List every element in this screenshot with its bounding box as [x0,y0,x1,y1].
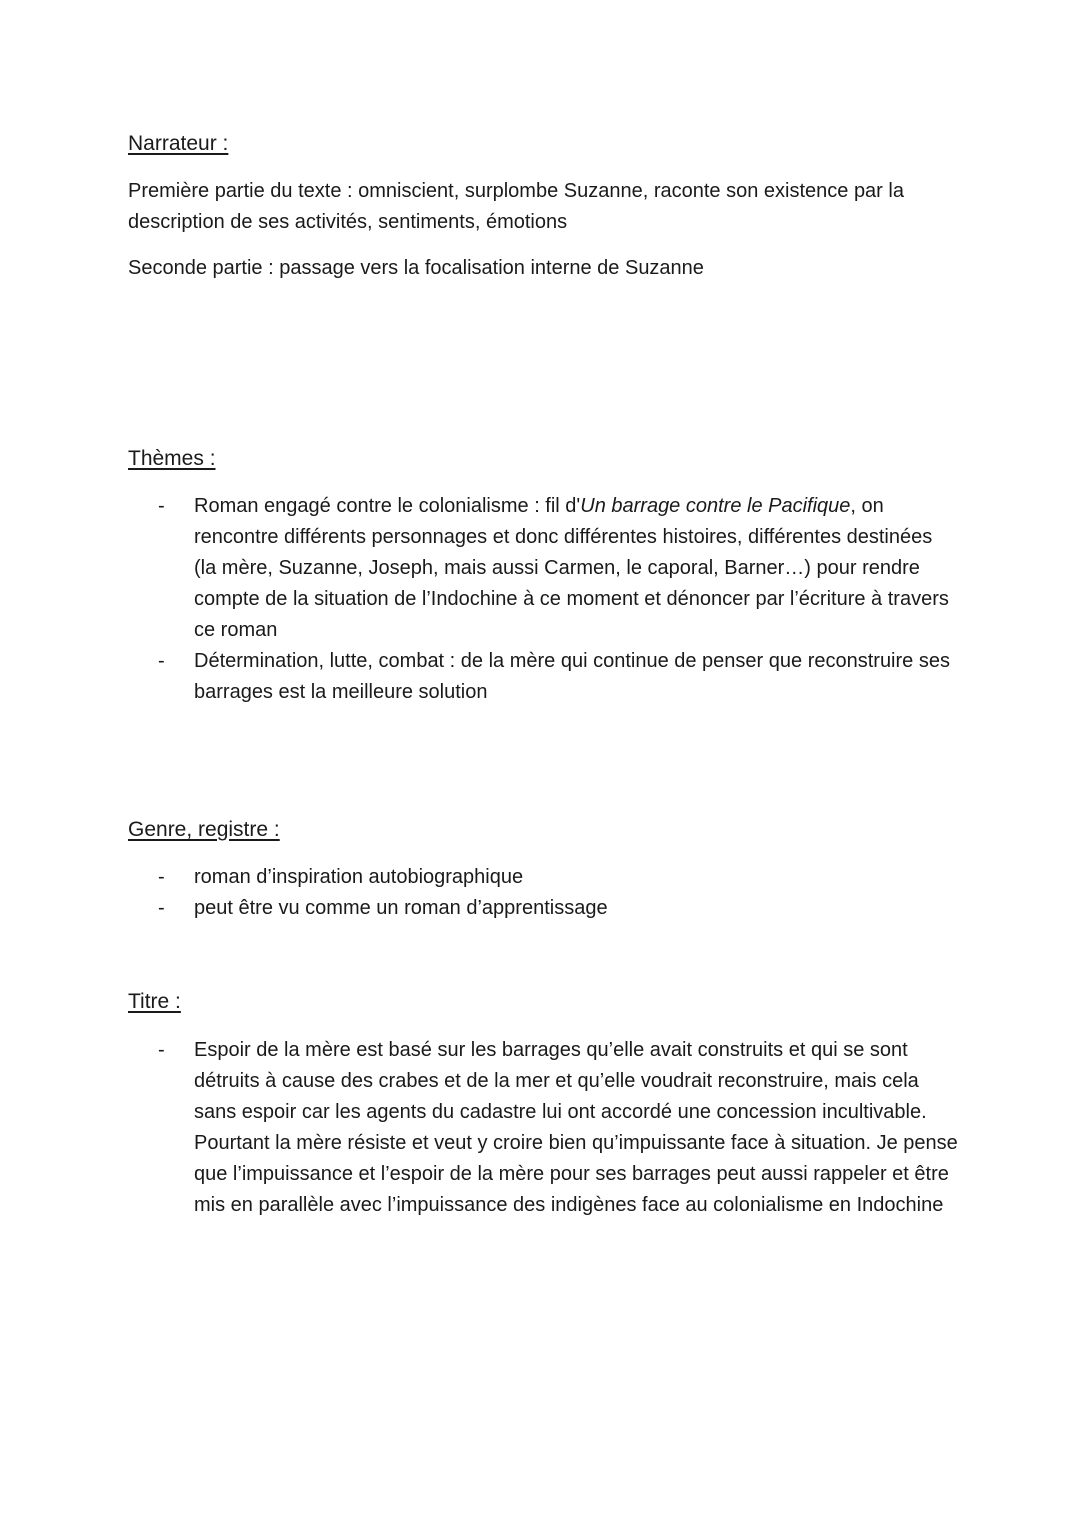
titre-text: Espoir de la mère est basé sur les barrages qu’elle avait construits et qui se sont détruits à cause des crabes et de la mer et qu’elle voudrait reconstruire, mais cela sans espoir car les agents du cadastre lui ont accordé une concession incultivable. Pourtant la mère résiste et veut y croire bien qu’impuissante face à situation. Je pense que l’impuissance et l’espoir de la mère pour ses barrages peut aussi rappeler et être mis en parallèle avec l’impuissance des indigènes face au colonialisme en Indochine [194,1039,958,1216]
list-dash: - [158,1039,165,1061]
list-item [128,893,958,924]
theme-text-before: Roman engagé contre le colonialisme : fil d' [194,495,581,517]
genre-text: roman d’inspiration autobiographique [194,866,524,888]
paragraph-narrateur-premiere-partie: Première partie du texte : omniscient, surplombe Suzanne, raconte son existence par la description de ses activités, sentiments, émotions [128,180,904,233]
heading-narrateur: Narrateur : [128,132,229,155]
book-title-italic: Un barrage contre le Pacifique [580,495,851,517]
themes-list [128,491,958,708]
genre-list [128,862,958,924]
list-dash: - [158,650,165,672]
heading-titre: Titre : [128,990,181,1013]
theme-text: Détermination, lutte, combat : de la mère qui continue de penser que reconstruire ses barrages est la meilleure solution [194,650,950,703]
genre-text: peut être vu comme un roman d’apprentissage [194,897,608,919]
list-dash: - [158,495,165,517]
list-dash: - [158,897,165,919]
list-item [128,491,958,646]
list-item [128,646,958,708]
paragraph-narrateur-seconde-partie: Seconde partie : passage vers la focalisation interne de Suzanne [128,257,704,279]
heading-themes: Thèmes : [128,447,216,470]
list-item [128,862,958,893]
list-item [128,1035,958,1221]
theme-text-after: , on rencontre différents personnages et donc différentes histoires, différentes destinées (la mère, Suzanne, Joseph, mais aussi Carmen, le caporal, Barner…) pour rendre compte de la situation de l’Indochine à ce moment et dénoncer par l’écriture à travers ce roman [194,495,949,641]
titre-list [128,1035,958,1221]
list-dash: - [158,866,165,888]
heading-genre-registre: Genre, registre : [128,818,280,841]
